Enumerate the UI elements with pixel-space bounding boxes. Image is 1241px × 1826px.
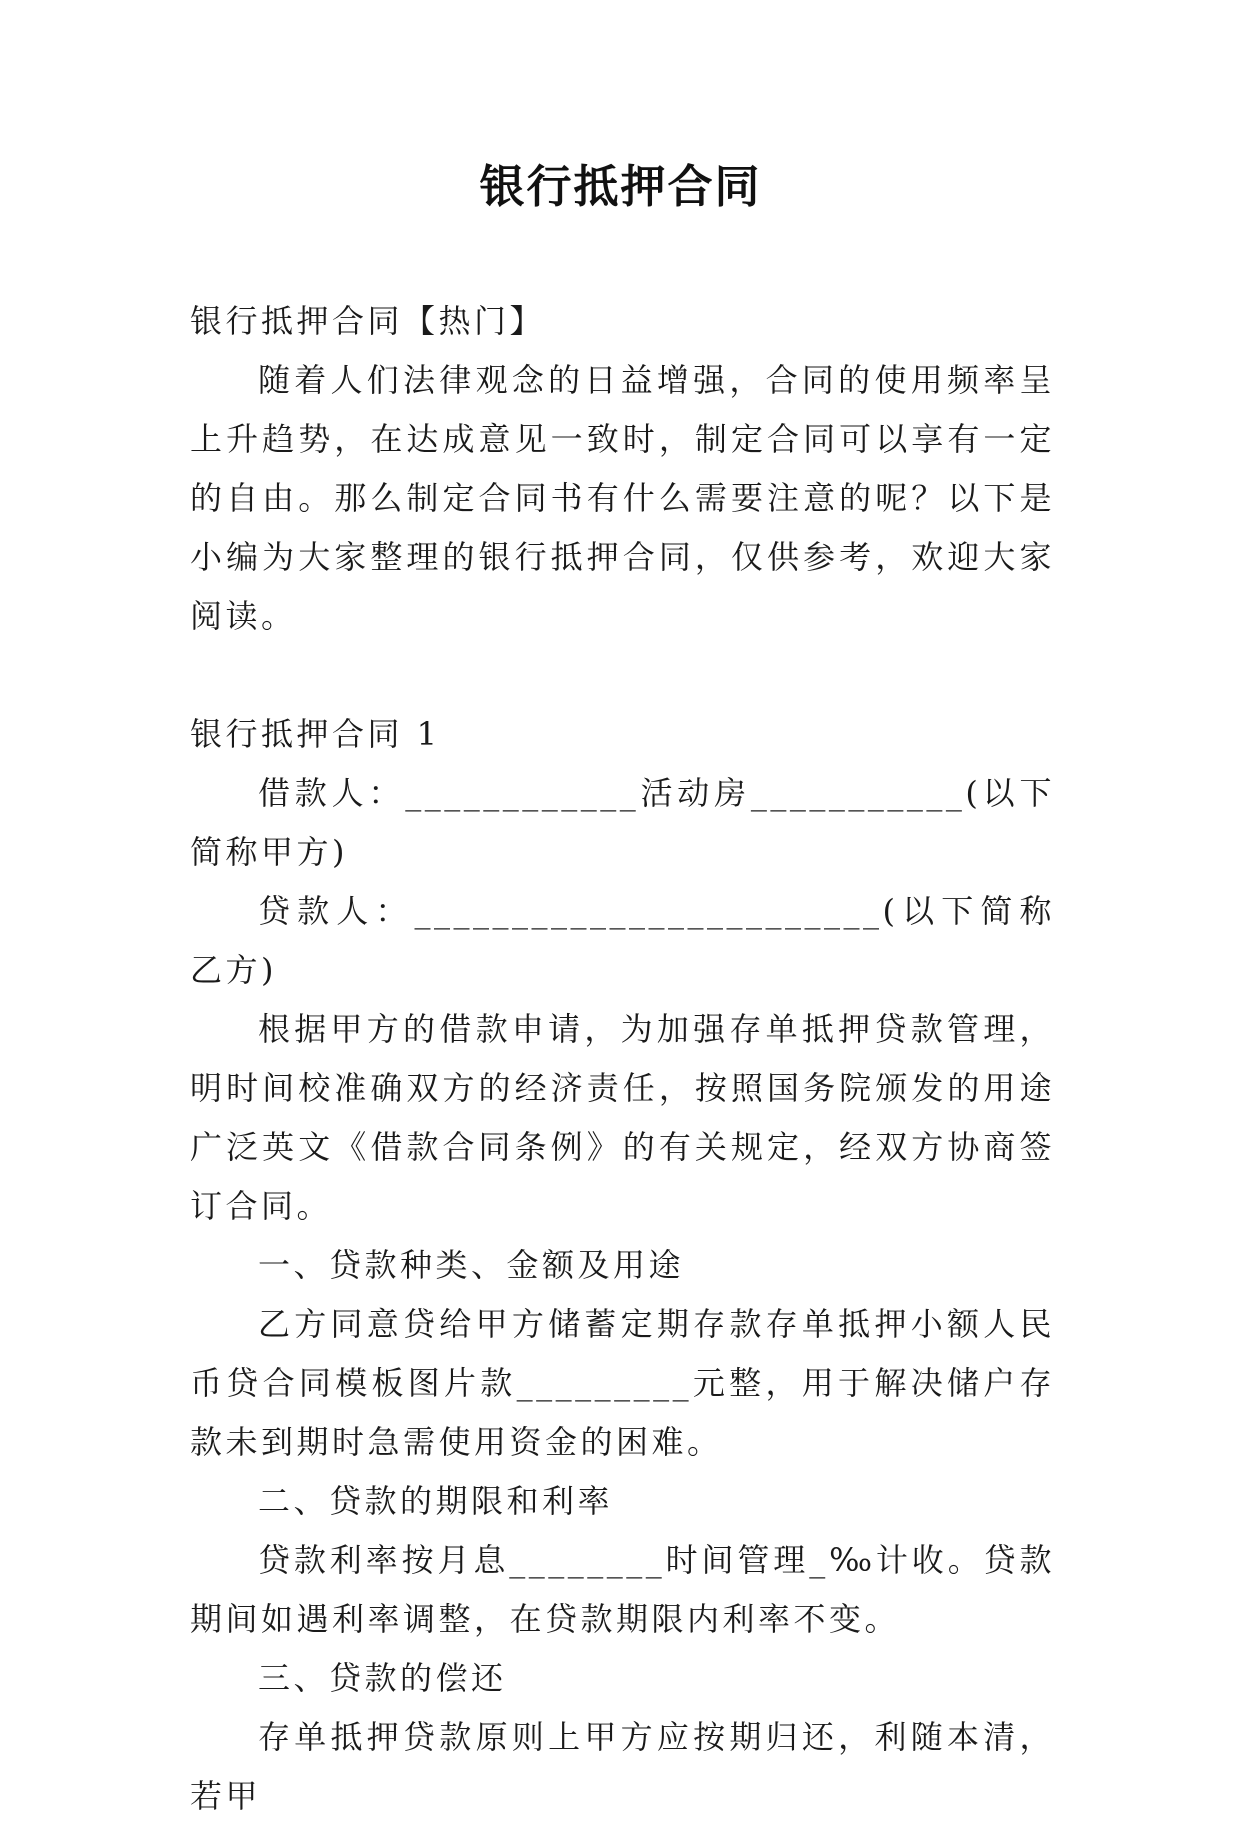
clause-heading-3: 三、贷款的偿还 xyxy=(258,1659,507,1697)
clause-heading-1: 一、贷款种类、金额及用途 xyxy=(258,1246,685,1284)
clause-3-paragraph: 存单抵押贷款原则上甲方应按期归还，利随本清，若甲 xyxy=(190,1718,1055,1815)
intro-paragraph: 随着人们法律观念的日益增强，合同的使用频率呈上升趋势，在达成意见一致时，制定合同可以享有一定的自由。那么制定合同书有什么需要注意的呢？以下是小编为大家整理的银行抵押合同，仅供参考，欢迎大家阅读。 xyxy=(190,361,1055,635)
section-heading-contract-1: 银行抵押合同 1 xyxy=(190,715,441,753)
subtitle-paragraph: 银行抵押合同【热门】 xyxy=(190,302,546,340)
lender-line: 贷款人：________________________(以下简称乙方) xyxy=(190,892,1055,989)
document-body xyxy=(190,292,1055,1826)
borrower-line: 借款人：____________活动房___________(以下简称甲方) xyxy=(190,774,1055,871)
clause-2-paragraph: 贷款利率按月息________时间管理_‰计收。贷款期间如遇利率调整，在贷款期限内利率不变。 xyxy=(190,1541,1055,1638)
clause-heading-2: 二、贷款的期限和利率 xyxy=(258,1482,614,1520)
preamble-paragraph: 根据甲方的借款申请，为加强存单抵押贷款管理，明时间校准确双方的经济责任，按照国务院颁发的用途广泛英文《借款合同条例》的有关规定，经双方协商签订合同。 xyxy=(190,1010,1055,1225)
document-title: 银行抵押合同 xyxy=(479,160,762,213)
clause-1-paragraph: 乙方同意贷给甲方储蓄定期存款存单抵押小额人民币贷合同模板图片款_________元整，用于解决储户存款未到期时急需使用资金的困难。 xyxy=(190,1305,1055,1461)
